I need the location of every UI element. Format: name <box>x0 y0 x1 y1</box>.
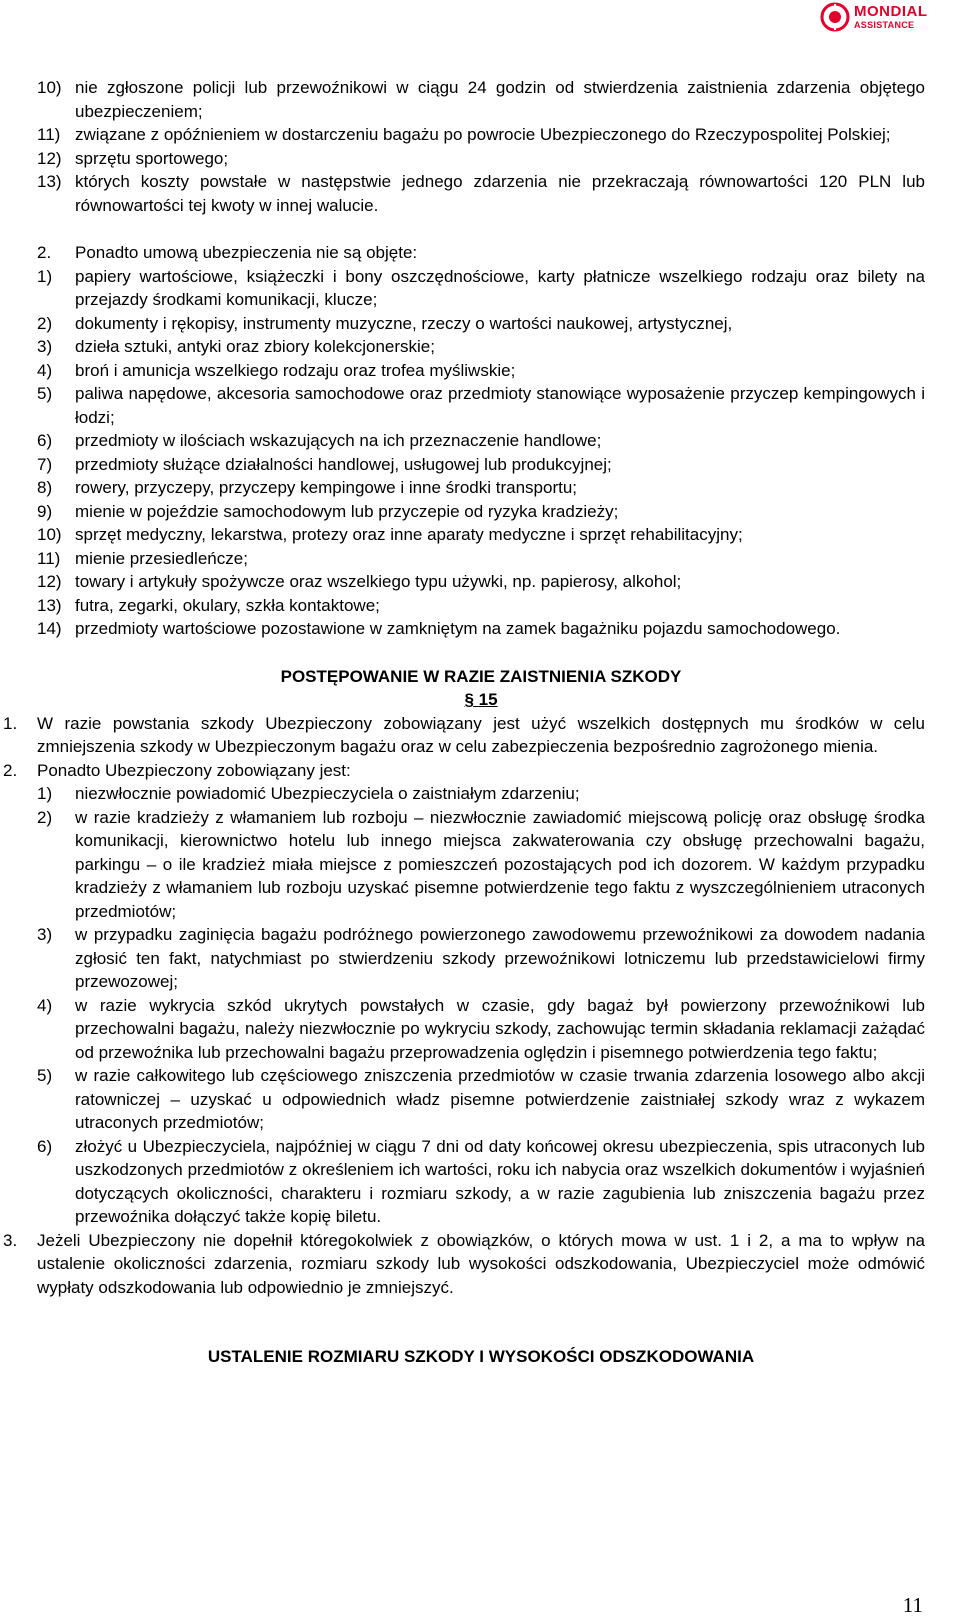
item-number: 6) <box>37 1136 53 1156</box>
item-number: 2) <box>37 313 53 333</box>
section-heading-line <box>37 241 925 265</box>
logo-subname: ASSISTANCE <box>854 20 915 30</box>
item-text: futra, zegarki, okulary, szkła kontaktowe; <box>75 595 380 615</box>
list-item <box>37 617 925 641</box>
clause-text: W razie powstania szkody Ubezpieczony zobowiązany jest użyć wszelkich dostępnych mu środków w celu zmniejszenia szkody w Ubezpieczonym bagażu oraz w celu zabezpieczenia bezpośrednio zagrożonego mienia. <box>37 713 925 756</box>
item-number: 3) <box>37 925 53 944</box>
item-text: których koszty powstałe w następstwie jednego zdarzenia nie przekraczają równowartości 120 PLN lub równowartości tej kwoty w innej walucie. <box>75 172 925 215</box>
item-number: 5) <box>37 384 53 403</box>
list-item <box>37 312 925 336</box>
list-item <box>37 523 925 547</box>
section-heading: POSTĘPOWANIE W RAZIE ZAISTNIENIA SZKODY <box>280 666 682 686</box>
paragraph-15-clause-3 <box>3 1229 925 1300</box>
obligations-list <box>37 782 925 1229</box>
logo-emblem-icon <box>820 2 850 32</box>
list-item <box>37 1064 925 1135</box>
item-number: 12) <box>37 148 62 168</box>
item-number: 7) <box>37 454 53 474</box>
item-text: broń i amunicja wszelkiego rodzaju oraz trofea myśliwskie; <box>75 360 516 380</box>
list-item <box>37 994 925 1065</box>
item-number: 1) <box>37 784 53 803</box>
item-number: 5) <box>37 1066 53 1085</box>
item-text: w razie kradzieży z włamaniem lub rozboju – niezwłocznie zawiadomić miejscową policję oraz obsługę środka komunikacji, kierownictwo hotelu lub innego miejsca zakwaterowania czy obsługę przechowalni bagażu, parkingu – o ile kradzież miała miejsce z pomieszczeń pozostających pod ich dozorem. W każdym przypadku kradzieży z włamaniem lub rozboju uzyskać pisemne potwierdzenie tego faktu z wyszczególnieniem utraconych przedmiotów; <box>75 807 925 921</box>
list-item <box>37 923 925 994</box>
item-text: rowery, przyczepy, przyczepy kempingowe i inne środki transportu; <box>75 478 578 497</box>
list-item <box>37 76 925 123</box>
list-item <box>37 123 925 147</box>
item-text: towary i artykuły spożywcze oraz wszelkiego typu używki, np. papierosy, alkohol; <box>75 572 682 591</box>
paragraph-15 <box>3 712 925 783</box>
item-number: 1) <box>37 266 53 286</box>
item-text: papiery wartościowe, książeczki i bony oszczędnościowe, karty płatnicze wszelkiego rodzaju oraz bilety na przejazdy środkami komunikacji, klucze; <box>75 266 925 309</box>
list-item <box>37 806 925 924</box>
clause <box>3 712 925 759</box>
item-number: 11) <box>37 548 61 568</box>
section-number: 2. <box>37 243 52 262</box>
page-number: 11 <box>902 1593 923 1617</box>
item-text: w przypadku zaginięcia bagażu podróżnego powierzonego zawodowemu przewoźnikowi za dowodem nadania zgłosić ten fakt, natychmiast po stwierdzeniu szkody przewoźnikowi lotniczemu lub przedstawicielowi firmy przewozowej; <box>75 925 925 991</box>
item-number: 2) <box>37 807 53 827</box>
item-number: 12) <box>37 572 62 591</box>
exclusions-list-continued <box>37 76 925 217</box>
clause-text: Jeżeli Ubezpieczony nie dopełnił któregokolwiek z obowiązków, o których mowa w ust. 1 i 2, a ma to wpływ na ustalenie okoliczności zdarzenia, rozmiaru szkody lub wysokości odszkodowania, Ubezpieczyciel może odmówić wypłaty odszkodowania lub odpowiednio je zmniejszyć. <box>37 1230 925 1297</box>
item-text: w razie wykrycia szkód ukrytych powstałych w czasie, gdy bagaż był powierzony przewoźnikowi lub przechowalni bagażu, należy niezwłocznie po wykryciu szkody, zachowując termin składania reklamacji zażądać od przewoźnika lub przechowalni bagażu przeprowadzenia oględzin i pisemnego potwierdzenia tego faktu; <box>75 995 925 1062</box>
item-text: dzieła sztuki, antyki oraz zbiory kolekcjonerskie; <box>75 337 435 356</box>
item-text: dokumenty i rękopisy, instrumenty muzyczne, rzeczy o wartości naukowej, artystycznej, <box>75 313 733 333</box>
item-text: niezwłocznie powiadomić Ubezpieczyciela o zaistniałym zdarzeniu; <box>75 784 580 803</box>
list-item <box>37 147 925 171</box>
item-text: przedmioty służące działalności handlowej, usługowej lub produkcyjnej; <box>75 454 612 474</box>
item-number: 4) <box>37 360 53 380</box>
section-text: Ponadto umową ubezpieczenia nie są objęte: <box>75 243 418 262</box>
item-number: 4) <box>37 995 53 1015</box>
mondial-assistance-logo <box>820 0 940 44</box>
document-body <box>3 76 925 1369</box>
section-2-exclusions <box>37 241 925 641</box>
item-text: złożyć u Ubezpieczyciela, najpóźniej w ciągu 7 dni od daty końcowej okresu ubezpieczenia, spis utraconych lub uszkodzonych przedmiotów z określeniem ich wartości, roku ich nabycia oraz wszelkich dokumentów i wyjaśnień dotyczących okoliczności, charakteru i rozmiaru szkody, a w razie zagubienia lub zniszczenia bagażu przez przewoźnika dołączyć także kopię biletu. <box>75 1136 925 1226</box>
item-text: paliwa napędowe, akcesoria samochodowe oraz przedmioty stanowiące wyposażenie przyczep kempingowych i łodzi; <box>75 384 925 427</box>
item-number: 13) <box>37 172 62 191</box>
section-heading: USTALENIE ROZMIARU SZKODY I WYSOKOŚCI ODSZKODOWANIA <box>207 1347 755 1366</box>
list-item <box>37 547 925 571</box>
item-number: 8) <box>37 478 53 497</box>
list-item <box>37 570 925 594</box>
list-item <box>37 500 925 524</box>
item-text: związane z opóźnieniem w dostarczeniu bagażu po powrocie Ubezpieczonego do Rzeczypospolitej Polskiej; <box>75 125 891 144</box>
paragraph-sign: § 15 <box>464 690 498 709</box>
item-number: 14) <box>37 619 62 638</box>
list-item <box>37 1135 925 1229</box>
list-item <box>37 594 925 618</box>
list-item <box>37 265 925 312</box>
clause <box>3 759 925 783</box>
list-item <box>37 429 925 453</box>
clause-text: Ponadto Ubezpieczony zobowiązany jest: <box>37 760 351 780</box>
item-text: mienie przesiedleńcze; <box>75 548 248 568</box>
list-item <box>37 782 925 806</box>
item-text: sprzętu sportowego; <box>75 148 229 168</box>
item-text: przedmioty wartościowe pozostawione w zamkniętym na zamek bagażniku pojazdu samochodowego. <box>75 619 841 638</box>
logo-name: MONDIAL <box>854 3 928 20</box>
clause-number: 1. <box>3 713 18 733</box>
item-number: 10) <box>37 525 62 544</box>
clause-number: 3. <box>3 1230 18 1250</box>
list-item <box>37 453 925 477</box>
item-number: 10) <box>37 78 62 97</box>
list-item <box>37 382 925 429</box>
list-item <box>37 170 925 217</box>
item-text: mienie w pojeździe samochodowym lub przyczepie od ryzyka kradzieży; <box>75 501 619 521</box>
item-number: 13) <box>37 595 62 615</box>
list-item <box>37 359 925 383</box>
clause-number: 2. <box>3 760 18 780</box>
item-number: 3) <box>37 337 53 356</box>
item-number: 6) <box>37 431 53 450</box>
list-item <box>37 335 925 359</box>
item-number: 9) <box>37 501 53 521</box>
clause <box>3 1229 925 1300</box>
item-text: nie zgłoszone policji lub przewoźnikowi w ciągu 24 godzin od stwierdzenia zaistnienia zdarzenia objętego ubezpieczeniem; <box>75 78 925 121</box>
item-text: w razie całkowitego lub częściowego zniszczenia przedmiotów w czasie trwania zdarzenia losowego albo akcji ratowniczej – uzyskać u odpowiednich władz pisemne potwierdzenie zaistniałej szkody wraz z wykazem utraconych przedmiotów; <box>75 1066 925 1132</box>
item-number: 11) <box>37 125 61 144</box>
item-text: sprzęt medyczny, lekarstwa, protezy oraz inne aparaty medyczne i sprzęt rehabilitacyjny; <box>75 525 743 544</box>
item-text: przedmioty w ilościach wskazujących na ich przeznaczenie handlowe; <box>75 431 602 450</box>
list-item <box>37 476 925 500</box>
